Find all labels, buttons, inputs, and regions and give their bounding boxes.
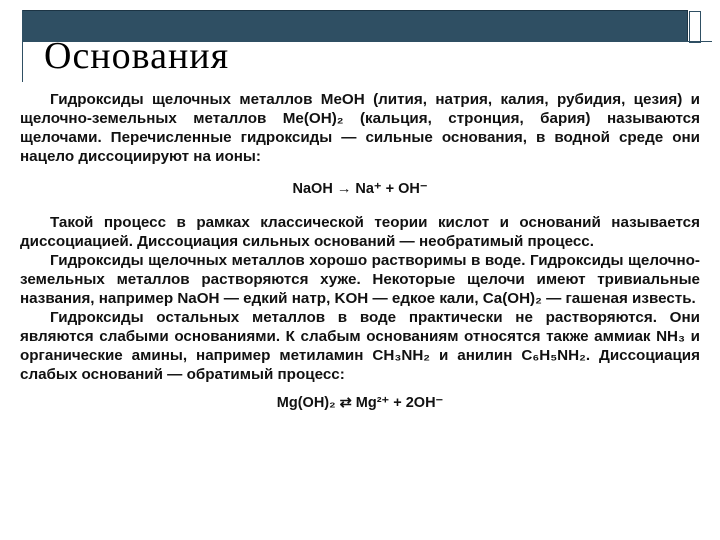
paragraph-4: Гидроксиды остальных металлов в воде практически не растворяются. Они являются слабыми основаниями. К слабым основаниям относятся также аммиак NH₃ и органические амины, например метиламин CH₃NH₂ и анилин C₆H₅NH₂. Диссоциация слабых оснований — обратимый процесс: [20,309,700,383]
page-title: Основания [44,35,230,77]
title-bar-accent [689,11,701,43]
paragraph-1: Гидроксиды щелочных металлов MeOH (лития, натрия, калия, рубидия, цезия) и щелочно-земельных металлов Me(OH)₂ (кальция, стронция, бария) называются щелочами. Перечисленные гидроксиды — сильные основания, в водной среде они нацело диссоциируют на ионы: [20,91,700,165]
paragraph-3: Гидроксиды щелочных металлов хорошо растворимы в воде. Гидроксиды щелочно-земельных металлов растворяются хуже. Некоторые щелочи имеют тривиальные названия, например NaOH — едкий натр, KOH — едкое кали, Ca(OH)₂ — гашеная известь. [20,252,700,307]
title-left-rule [22,10,23,82]
document-body [20,90,700,427]
equation-mgoh2: Mg(OH)₂ ⇄ Mg²⁺ + 2OH⁻ [276,395,444,411]
paragraph-2: Такой процесс в рамках классической теории кислот и оснований называется диссоциацией. Диссоциация сильных оснований — необратимый процесс. [20,214,700,250]
equation-naoh: NaOH → Na⁺ + OH⁻ [292,181,428,197]
